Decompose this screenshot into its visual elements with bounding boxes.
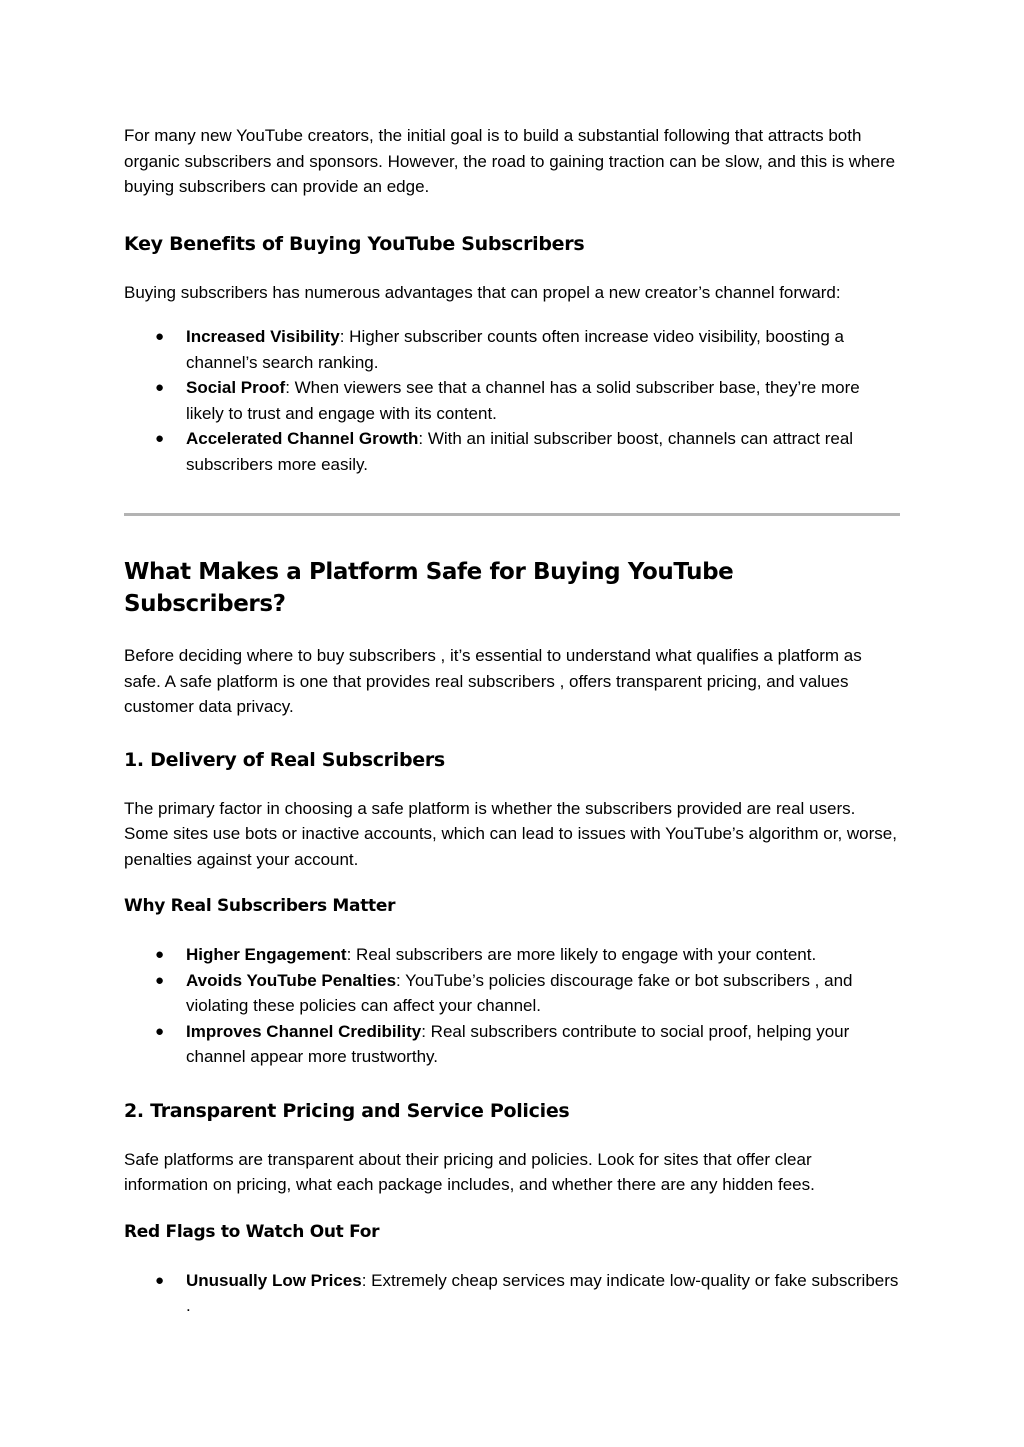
list-item-text: : Real subscribers contribute to social proof, helping your channel appear more trustworthy. (186, 1021, 850, 1066)
section-divider (124, 513, 900, 516)
benefits-lead: Buying subscribers has numerous advantages that can propel a new creator’s channel forward: (124, 282, 841, 302)
delivery-body: The primary factor in choosing a safe platform is whether the subscribers provided are real users. Some sites use bots or inactive accounts, which can lead to issues with YouTube’s algorithm or, worse, penalties against your account. (124, 798, 897, 869)
list-item-text: : YouTube’s policies discourage fake or bot subscribers , and violating these policies can affect your channel. (186, 970, 853, 1015)
red-flags-list (124, 1268, 900, 1319)
list-item (124, 375, 900, 426)
safe-platform-lead: Before deciding where to buy subscribers , it’s essential to understand what qualifies a platform as safe. A safe platform is one that provides real subscribers , offers transparent pricing, and values customer data privacy. (124, 646, 862, 716)
bullet-icon: ● (155, 379, 165, 396)
pricing-heading: 2. Transparent Pricing and Service Policies (124, 1099, 570, 1122)
bullet-icon: ● (155, 1271, 165, 1289)
bullet-icon: ● (155, 946, 165, 963)
bullet-icon: ● (155, 328, 165, 345)
red-flags-heading: Red Flags to Watch Out For (124, 1221, 380, 1242)
intro-paragraph: For many new YouTube creators, the initial goal is to build a substantial following that attracts both organic subscribers and sponsors. However, the road to gaining traction can be slow, and this is where buying subscribers can provide an edge. (124, 126, 896, 196)
list-item-text: : Extremely cheap services may indicate low-quality or fake subscribers . (186, 1270, 899, 1315)
bullet-icon: ● (155, 1022, 165, 1040)
why-real-list (124, 942, 900, 1070)
document-content (124, 120, 900, 1319)
list-item-term: Increased Visibility (186, 327, 340, 346)
why-real-heading: Why Real Subscribers Matter (124, 896, 396, 916)
list-item-term: Accelerated Channel Growth (186, 429, 419, 448)
safe-platform-heading: What Makes a Platform Safe for Buying YouTube Subscribers? (124, 559, 734, 617)
bullet-icon: ● (155, 971, 165, 989)
list-item-term: Social Proof (186, 378, 286, 397)
list-item (124, 1019, 900, 1070)
list-item-term: Unusually Low Prices (186, 1270, 362, 1290)
list-item (124, 324, 900, 375)
list-item-term: Improves Channel Credibility (186, 1021, 422, 1041)
bullet-icon: ● (155, 430, 165, 447)
benefits-list (124, 324, 900, 477)
pricing-body: Safe platforms are transparent about their pricing and policies. Look for sites that offer clear information on pricing, what each package includes, and whether there are any hidden fees. (124, 1149, 815, 1194)
list-item (124, 426, 900, 477)
list-item-text: : Higher subscriber counts often increase video visibility, boosting a channel’s search ranking. (186, 327, 844, 372)
benefits-heading: Key Benefits of Buying YouTube Subscribers (124, 232, 585, 255)
list-item (124, 968, 900, 1019)
list-item-text: : With an initial subscriber boost, channels can attract real subscribers more easily. (186, 429, 854, 474)
list-item (124, 942, 900, 968)
list-item-term: Higher Engagement (186, 945, 347, 964)
list-item-text: : Real subscribers are more likely to engage with your content. (346, 945, 817, 964)
list-item-text: : When viewers see that a channel has a solid subscriber base, they’re more likely to trust and engage with its content. (186, 378, 860, 423)
list-item-term: Avoids YouTube Penalties (186, 970, 397, 990)
delivery-heading: 1. Delivery of Real Subscribers (124, 748, 445, 771)
list-item (124, 1268, 900, 1319)
